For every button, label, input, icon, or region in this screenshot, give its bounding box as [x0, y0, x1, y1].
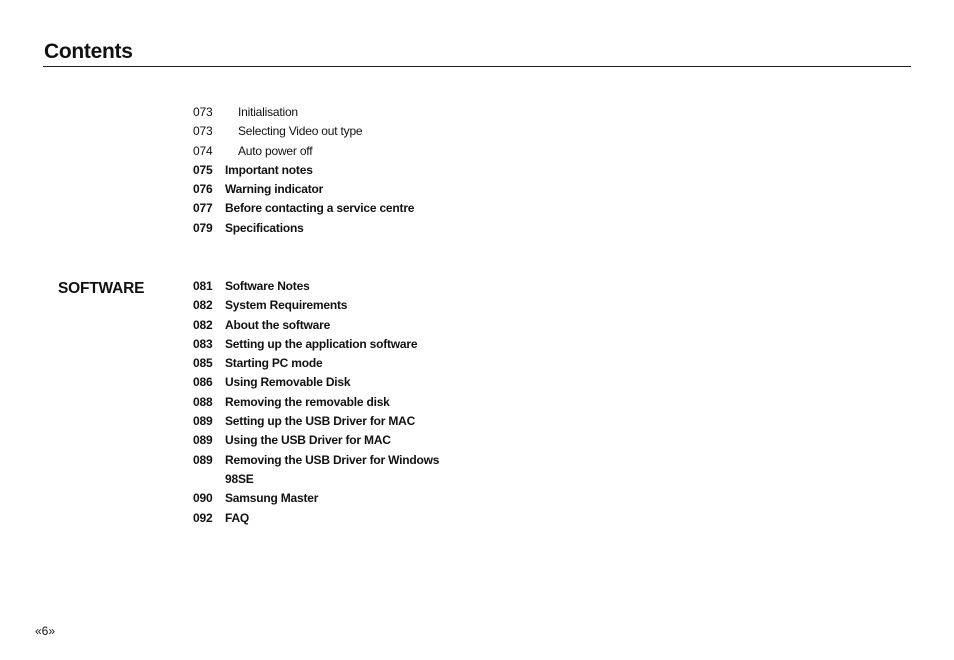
toc-entry-title: Before contacting a service centre — [225, 201, 415, 216]
toc-entry[interactable] — [193, 219, 414, 238]
page-number: «6» — [35, 624, 56, 638]
toc-entry[interactable] — [193, 335, 447, 354]
toc-entry[interactable] — [193, 373, 447, 392]
toc-entry-title: Setting up the USB Driver for MAC — [225, 414, 416, 429]
toc-entry-title: System Requirements — [225, 298, 348, 313]
toc-page-number: 073 — [193, 105, 213, 119]
toc-entry[interactable] — [193, 489, 447, 508]
toc-entry-title: Auto power off — [238, 143, 313, 158]
toc-entry[interactable] — [193, 296, 447, 315]
toc-page-number: 088 — [193, 394, 213, 409]
toc-entry-title: Initialisation — [238, 105, 298, 119]
toc-page-number: 081 — [193, 279, 213, 293]
toc-page-number: 085 — [193, 356, 213, 371]
toc-entry-title: Using Removable Disk — [225, 375, 351, 390]
toc-page-number: 082 — [193, 317, 213, 332]
toc-page-number: 077 — [193, 201, 213, 216]
toc-entry[interactable] — [193, 412, 447, 431]
toc-entry[interactable] — [193, 451, 447, 490]
toc-entry[interactable] — [193, 161, 414, 180]
toc-list-software — [193, 277, 447, 528]
toc-page-number: 089 — [193, 433, 213, 448]
toc-entry-title: Removing the USB Driver for Windows 98SE — [225, 452, 440, 486]
toc-page-number: 082 — [193, 298, 213, 313]
toc-page-number: 073 — [193, 124, 213, 139]
toc-page-number: 090 — [193, 491, 213, 506]
toc-page-number: 079 — [193, 220, 213, 235]
toc-page-number: 083 — [193, 336, 213, 351]
toc-page-number: 092 — [193, 510, 213, 525]
toc-page-number: 089 — [193, 452, 213, 467]
toc-entry-title: Using the USB Driver for MAC — [225, 433, 391, 448]
toc-entry[interactable] — [193, 277, 447, 296]
toc-entry-title: Setting up the application software — [225, 336, 418, 351]
toc-entry-title: About the software — [225, 317, 331, 332]
section-heading-software: SOFTWARE — [58, 280, 145, 297]
toc-page-number: 075 — [193, 162, 213, 177]
toc-entry[interactable] — [193, 199, 414, 218]
toc-entry-title: FAQ — [225, 510, 250, 525]
toc-entry-title: Warning indicator — [225, 182, 324, 197]
toc-entry-title: Starting PC mode — [225, 356, 323, 371]
toc-entry-title: Important notes — [225, 162, 313, 177]
toc-entry-title: Software Notes — [225, 279, 310, 293]
toc-page-number: 076 — [193, 182, 213, 197]
toc-entry-title: Selecting Video out type — [238, 124, 363, 139]
toc-page-number: 074 — [193, 143, 213, 158]
toc-entry-title: Removing the removable disk — [225, 394, 390, 409]
toc-entry[interactable] — [193, 509, 447, 528]
toc-entry[interactable] — [193, 316, 447, 335]
toc-list-maintenance — [193, 103, 414, 238]
page-title: Contents — [44, 40, 133, 63]
toc-entry-title: Samsung Master — [225, 491, 319, 506]
toc-page-number: 086 — [193, 375, 213, 390]
toc-entry[interactable] — [193, 122, 414, 141]
toc-entry-title: Specifications — [225, 220, 304, 235]
toc-entry[interactable] — [193, 431, 447, 450]
toc-entry[interactable] — [193, 142, 414, 161]
title-divider — [43, 66, 911, 67]
toc-page-number: 089 — [193, 414, 213, 429]
toc-entry[interactable] — [193, 103, 414, 122]
toc-entry[interactable] — [193, 393, 447, 412]
toc-entry[interactable] — [193, 180, 414, 199]
toc-entry[interactable] — [193, 354, 447, 373]
